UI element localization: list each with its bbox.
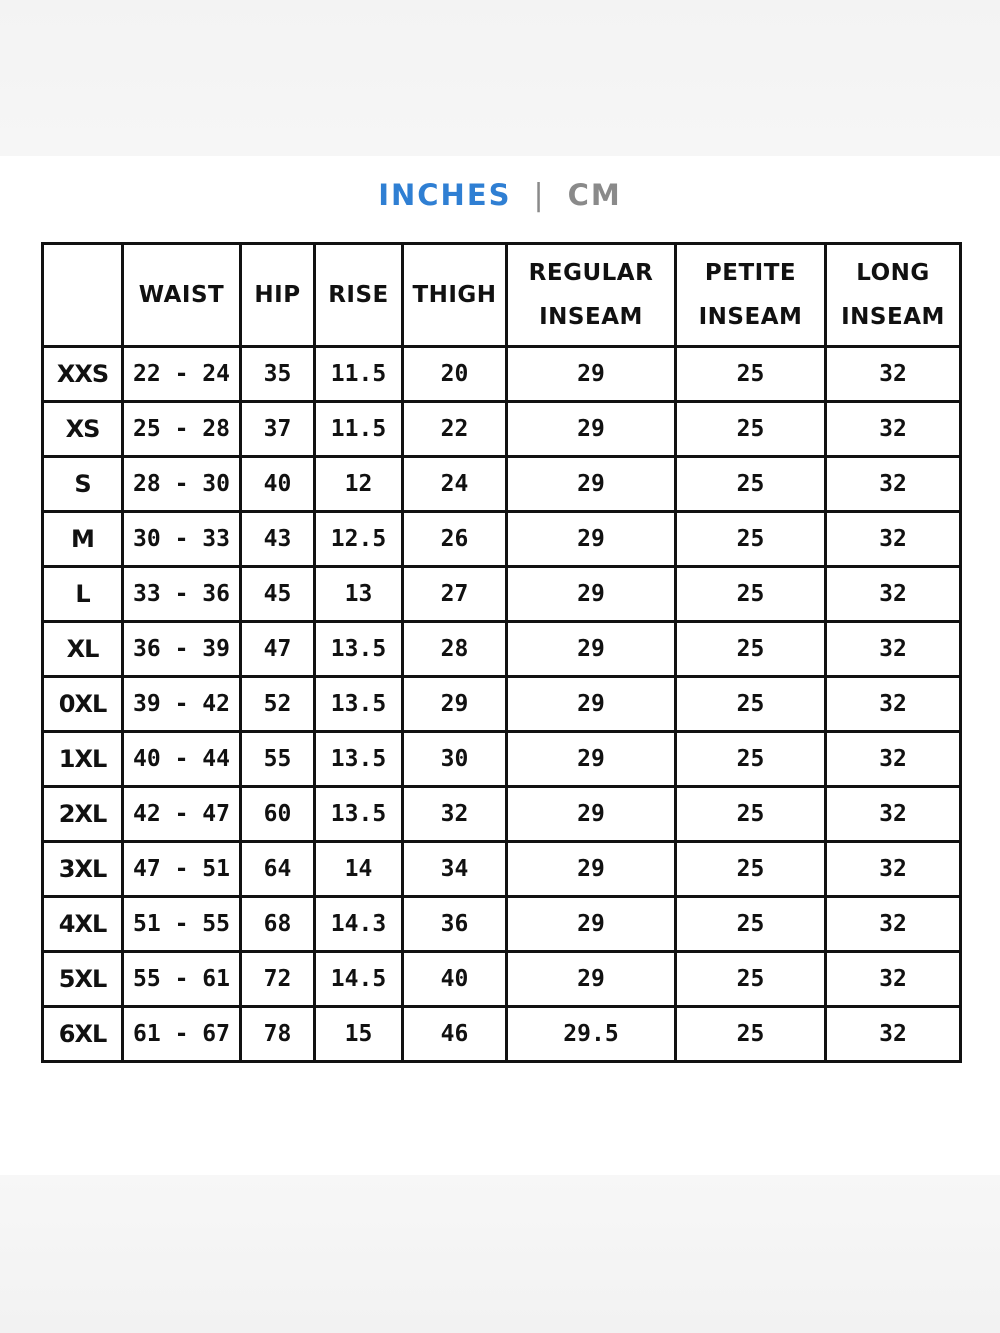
table-row: [43, 842, 961, 897]
cell-rise: 13: [315, 567, 403, 622]
cell-long-inseam: 32: [826, 622, 961, 677]
cell-rise: 11.5: [315, 402, 403, 457]
cell-size: 6XL: [43, 1007, 123, 1062]
cell-thigh: 46: [403, 1007, 507, 1062]
cell-thigh: 40: [403, 952, 507, 1007]
cell-waist: 61 - 67: [123, 1007, 241, 1062]
table-header-row: [43, 244, 961, 347]
cell-rise: 12: [315, 457, 403, 512]
cell-size: 0XL: [43, 677, 123, 732]
header-long-inseam: LONG INSEAM: [826, 244, 961, 347]
cell-rise: 15: [315, 1007, 403, 1062]
cell-rise: 14: [315, 842, 403, 897]
cell-waist: 40 - 44: [123, 732, 241, 787]
cell-rise: 13.5: [315, 787, 403, 842]
cell-hip: 47: [241, 622, 315, 677]
cell-rise: 14.3: [315, 897, 403, 952]
table-body: [43, 347, 961, 1062]
cell-rise: 11.5: [315, 347, 403, 402]
cell-regular-inseam: 29: [507, 842, 676, 897]
cell-regular-inseam: 29: [507, 952, 676, 1007]
cell-long-inseam: 32: [826, 347, 961, 402]
cell-long-inseam: 32: [826, 952, 961, 1007]
cell-regular-inseam: 29: [507, 347, 676, 402]
cell-hip: 55: [241, 732, 315, 787]
cell-thigh: 26: [403, 512, 507, 567]
cell-size: XXS: [43, 347, 123, 402]
cell-thigh: 34: [403, 842, 507, 897]
cell-long-inseam: 32: [826, 787, 961, 842]
cell-petite-inseam: 25: [676, 457, 826, 512]
cell-regular-inseam: 29: [507, 732, 676, 787]
cell-petite-inseam: 25: [676, 842, 826, 897]
size-chart-table: [41, 242, 962, 1063]
header-hip: HIP: [241, 244, 315, 347]
unit-separator: |: [533, 177, 546, 213]
cell-rise: 13.5: [315, 732, 403, 787]
cell-regular-inseam: 29: [507, 787, 676, 842]
cell-hip: 37: [241, 402, 315, 457]
cell-regular-inseam: 29: [507, 402, 676, 457]
cell-waist: 22 - 24: [123, 347, 241, 402]
cell-regular-inseam: 29: [507, 457, 676, 512]
cell-petite-inseam: 25: [676, 347, 826, 402]
cell-hip: 52: [241, 677, 315, 732]
cell-thigh: 24: [403, 457, 507, 512]
bottom-background-band: [0, 1175, 1000, 1333]
cell-waist: 30 - 33: [123, 512, 241, 567]
cell-rise: 12.5: [315, 512, 403, 567]
cell-rise: 13.5: [315, 677, 403, 732]
cell-size: XL: [43, 622, 123, 677]
cell-hip: 40: [241, 457, 315, 512]
cell-thigh: 20: [403, 347, 507, 402]
cell-regular-inseam: 29: [507, 567, 676, 622]
cell-petite-inseam: 25: [676, 787, 826, 842]
unit-cm-option[interactable]: CM: [567, 178, 622, 212]
cell-thigh: 22: [403, 402, 507, 457]
cell-size: 1XL: [43, 732, 123, 787]
cell-size: 2XL: [43, 787, 123, 842]
cell-petite-inseam: 25: [676, 952, 826, 1007]
cell-thigh: 36: [403, 897, 507, 952]
cell-long-inseam: 32: [826, 842, 961, 897]
cell-petite-inseam: 25: [676, 622, 826, 677]
cell-hip: 72: [241, 952, 315, 1007]
cell-petite-inseam: 25: [676, 402, 826, 457]
cell-long-inseam: 32: [826, 732, 961, 787]
table-row: [43, 347, 961, 402]
cell-rise: 14.5: [315, 952, 403, 1007]
table-row: [43, 897, 961, 952]
table-row: [43, 787, 961, 842]
table-row: [43, 402, 961, 457]
cell-long-inseam: 32: [826, 402, 961, 457]
header-thigh: THIGH: [403, 244, 507, 347]
cell-size: 3XL: [43, 842, 123, 897]
cell-petite-inseam: 25: [676, 1007, 826, 1062]
cell-size: S: [43, 457, 123, 512]
cell-waist: 51 - 55: [123, 897, 241, 952]
table-row: [43, 952, 961, 1007]
cell-waist: 36 - 39: [123, 622, 241, 677]
cell-size: 4XL: [43, 897, 123, 952]
cell-hip: 78: [241, 1007, 315, 1062]
cell-petite-inseam: 25: [676, 897, 826, 952]
cell-petite-inseam: 25: [676, 567, 826, 622]
cell-long-inseam: 32: [826, 512, 961, 567]
cell-hip: 64: [241, 842, 315, 897]
cell-waist: 39 - 42: [123, 677, 241, 732]
cell-waist: 55 - 61: [123, 952, 241, 1007]
cell-petite-inseam: 25: [676, 512, 826, 567]
cell-petite-inseam: 25: [676, 677, 826, 732]
header-waist: WAIST: [123, 244, 241, 347]
cell-petite-inseam: 25: [676, 732, 826, 787]
cell-hip: 45: [241, 567, 315, 622]
cell-long-inseam: 32: [826, 677, 961, 732]
cell-waist: 33 - 36: [123, 567, 241, 622]
unit-toggle: [0, 172, 1000, 218]
table-row: [43, 622, 961, 677]
cell-regular-inseam: 29: [507, 622, 676, 677]
header-rise: RISE: [315, 244, 403, 347]
cell-thigh: 27: [403, 567, 507, 622]
cell-hip: 43: [241, 512, 315, 567]
cell-thigh: 30: [403, 732, 507, 787]
cell-thigh: 28: [403, 622, 507, 677]
cell-size: 5XL: [43, 952, 123, 1007]
table-row: [43, 567, 961, 622]
table-row: [43, 732, 961, 787]
cell-waist: 42 - 47: [123, 787, 241, 842]
cell-regular-inseam: 29.5: [507, 1007, 676, 1062]
table-row: [43, 1007, 961, 1062]
cell-hip: 60: [241, 787, 315, 842]
cell-thigh: 32: [403, 787, 507, 842]
cell-regular-inseam: 29: [507, 512, 676, 567]
header-size: [43, 244, 123, 347]
table-row: [43, 512, 961, 567]
cell-regular-inseam: 29: [507, 897, 676, 952]
table-row: [43, 677, 961, 732]
cell-thigh: 29: [403, 677, 507, 732]
cell-hip: 68: [241, 897, 315, 952]
cell-size: M: [43, 512, 123, 567]
table-row: [43, 457, 961, 512]
cell-long-inseam: 32: [826, 457, 961, 512]
cell-waist: 47 - 51: [123, 842, 241, 897]
cell-hip: 35: [241, 347, 315, 402]
cell-long-inseam: 32: [826, 567, 961, 622]
cell-waist: 25 - 28: [123, 402, 241, 457]
cell-rise: 13.5: [315, 622, 403, 677]
cell-size: XS: [43, 402, 123, 457]
cell-long-inseam: 32: [826, 897, 961, 952]
header-regular-inseam: REGULAR INSEAM: [507, 244, 676, 347]
top-background-band: [0, 0, 1000, 156]
cell-waist: 28 - 30: [123, 457, 241, 512]
cell-size: L: [43, 567, 123, 622]
cell-long-inseam: 32: [826, 1007, 961, 1062]
cell-regular-inseam: 29: [507, 677, 676, 732]
header-petite-inseam: PETITE INSEAM: [676, 244, 826, 347]
unit-inches-option[interactable]: INCHES: [378, 178, 512, 212]
